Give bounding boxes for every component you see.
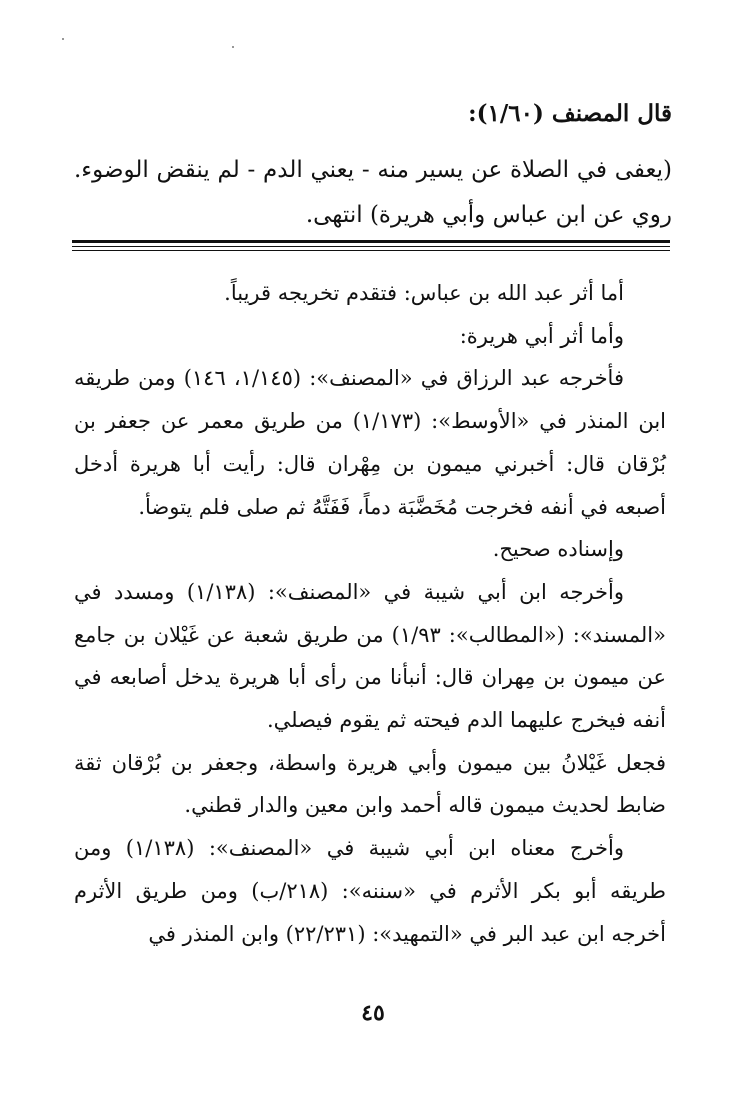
page-number: ٤٥: [361, 1000, 385, 1026]
commentary-text: [74, 272, 666, 955]
paragraph: وأخرج معناه ابن أبي شيبة في «المصنف»: (١/١٣٨) ومن طريقه أبو بكر الأثرم في «سننه»: (٢١٨/ب) ومن طريق الأثرم أخرجه ابن عبد البر في «التمهيد»: (٢٢/٢٣١) وابن المنذر في: [74, 836, 666, 946]
separator-line: [72, 246, 670, 247]
paragraph: فأخرجه عبد الرزاق في «المصنف»: (١/١٤٥، ١٤٦) ومن طريقه ابن المنذر في «الأوسط»: (١/١٧٣) من طريق معمر عن جعفر بن بُرْقان قال: أخبرني ميمون بن مِهْران قال: رأيت أبا هريرة أدخل أصبعه في أنفه فخرجت مُخَضَّبَة دماً، فَفَتَّهُ ثم صلى فلم يتوضأ.: [74, 366, 666, 519]
paragraph: وأخرجه ابن أبي شيبة في «المصنف»: (١/١٣٨) ومسدد في «المسند»: («المطالب»: ١/٩٣) من طريق شعبة عن غَيْلان بن جامع عن ميمون بن مِهران قال: أنبأنا من رأى أبا هريرة يدخل أصابعه في أنفه فيخرج عليهما الدم فيحته ثم يقوم فيصلي.: [74, 579, 666, 733]
paragraph: فجعل غَيْلانُ بين ميمون وأبي هريرة واسطة، وجعفر بن بُرْقان ثقة ضابط لحديث ميمون قاله أحمد وابن معين والدار قطني.: [74, 750, 666, 818]
quote-paragraph: (يعفى في الصلاة عن يسير منه - يعني الدم - لم ينقض الوضوء. روي عن ابن عباس وأبي هريرة) انتهى.: [74, 157, 672, 228]
scan-speck: [232, 46, 234, 48]
scan-speck: [62, 38, 64, 40]
quoted-text: [74, 148, 672, 238]
paragraph: أما أثر عبد الله بن عباس: فتقدم تخريجه قريباً.: [224, 281, 624, 305]
separator-line: [72, 240, 670, 243]
paragraph: وإسناده صحيح.: [492, 537, 624, 562]
section-heading: قال المصنف (١/٦٠):: [468, 100, 672, 127]
paragraph: وأما أثر أبي هريرة:: [459, 323, 624, 348]
separator-line: [72, 250, 670, 251]
